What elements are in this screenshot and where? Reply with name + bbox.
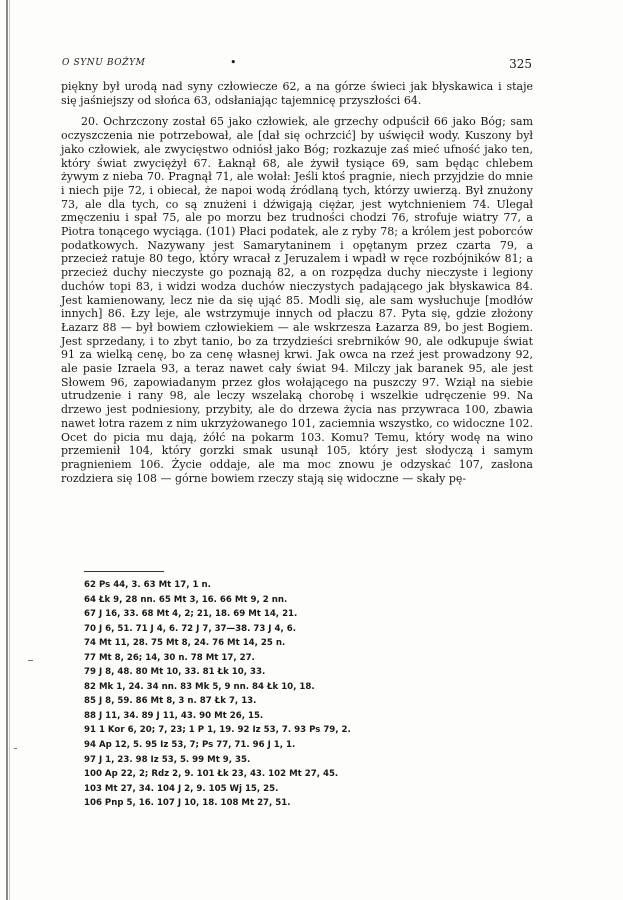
- header-dot: •: [230, 56, 237, 69]
- footnote-line: 85 J 8, 59. 86 Mt 8, 3 n. 87 Łk 7, 13.: [84, 696, 257, 707]
- scan-mark: [14, 748, 17, 749]
- footnote-line: 100 Ap 22, 2; Rdz 2, 9. 101 Łk 23, 43. 102 Mt 27, 45.: [84, 769, 339, 780]
- footnote-line: 88 J 11, 34. 89 J 11, 43. 90 Mt 26, 15.: [84, 710, 264, 721]
- footnote-line: 74 Mt 11, 28. 75 Mt 8, 24. 76 Mt 14, 25 n.: [84, 638, 286, 649]
- running-title: O SYNU BOŻYM: [62, 58, 146, 68]
- binding-edge-shadow: [9, 0, 10, 900]
- footnote-line: 91 1 Kor 6, 20; 7, 23; 1 P 1, 19. 92 Iz 53, 7. 93 Ps 79, 2.: [84, 725, 351, 736]
- footnote-line: 79 J 8, 48. 80 Mt 10, 33. 81 Łk 10, 33.: [84, 667, 266, 678]
- page-number: 325: [509, 57, 532, 71]
- footnote-line: 82 Mk 1, 24. 34 nn. 83 Mk 5, 9 nn. 84 Łk 10, 18.: [84, 681, 315, 692]
- scan-mark: [28, 660, 33, 661]
- paragraph-continuation: piękny był urodą nad syny człowiecze 62, a na górze świeci jak błyskawica i staje się jaśniejszy od słońca 63, odsłaniając tajemnicę przyszłości 64.: [61, 80, 533, 107]
- footnote-line: 77 Mt 8, 26; 14, 30 n. 78 Mt 17, 27.: [84, 652, 255, 663]
- footnote-line: 62 Ps 44, 3. 63 Mt 17, 1 n.: [84, 580, 211, 590]
- footnote-line: 67 J 16, 33. 68 Mt 4, 2; 21, 18. 69 Mt 14, 21.: [84, 609, 298, 620]
- footnotes: [84, 578, 504, 811]
- footnote-line: 103 Mt 27, 34. 104 J 2, 9. 105 Wj 15, 25.: [84, 783, 279, 794]
- page-header: [62, 58, 532, 74]
- paragraph-20: 20. Ochrzczony został 65 jako człowiek, ale grzechy odpuścił 66 jako Bóg; sam oczyszczenia nie potrzebował, ale [dał się ochrzcić] by uświęcił wody. Kuszony był jako człowiek, ale zwycięstwo odniósł jako Bóg; rozkazuje zaś mieć ufność jako ten, który świat zwyciężył 67. Łaknął 68, ale żywił tysiące 69, sam będąc chlebem żywym z nieba 70. Pragnął 71, ale wołał: Jeśli ktoś pragnie, niech przyjdzie do mnie i niech pije 72, i obiecał, że napoi wodą źródlaną tych, którzy uwierzą. Był znużony 73, ale dla tych, co są znużeni i dźwigają ciężar, jest wytchnieniem 74. Ulegał zmęczeniu i spał 75, ale po morzu bez trudności chodzi 76, strofuje wiatry 77, a Piotra tonącego wyciąga. (101) Płaci podatek, ale z ryby 78; a królem jest poborców podatkowych. Nazywany jest Samarytaninem i opętanym przez czarta 79, a przecież ratuje 80 tego, który wracał z Jeruzalem i wpadł w ręce rozbójników 81; a przecież duchy nieczyste go poznają 82, a on rozpędza duchy nieczyste i legiony duchów topi 83, i widzi wodza duchów nieczystych padającego jak błyskawica 84. Jest kamienowany, lecz nie da się ująć 85. Modli się, ale sam wysłuchuje [modłów innych] 86. Łzy leje, ale wstrzymuje innych od płaczu 87. Pyta się, gdzie złożony Łazarz 88 — był bowiem człowiekiem — ale wskrzesza Łazarza 89, bo jest Bogiem. Jest sprzedany, i to zbyt tanio, bo za trzydzieści srebrników 90, ale odkupuje świat 91 za wielką cenę, bo za cenę własnej krwi. Jak owca na rzeź jest prowadzony 92, ale pasie Izraela 93, a teraz nawet cały świat 94. Milczy jak baranek 95, ale jest Słowem 96, zapowiadanym przez głos wołającego na puszczy 97. Wziął na siebie utrudzenie i rany 98, ale leczy wszelaką chorobę i wszelkie udręczenie 99. Na drzewo jest podniesiony, przybity, ale do drzewa życia nas przywraca 100, zbawia nawet łotra razem z nim ukrzyżowanego 101, zaciemnia wszystko, co widoczne 102. Ocet do picia mu dają, żółć na pokarm 103. Komu? Temu, który wodę na wino przemienił 104, który gorzki smak usunął 105, który jest słodyczą i samym pragnieniem 106. Życie oddaje, ale ma moc znowu je odzyskać 107, zasłona rozdziera się 108 — górne bowiem rzeczy stają się widoczne — skały pę-: [61, 115, 533, 485]
- binding-edge: [6, 0, 8, 900]
- footnote-line: 70 J 6, 51. 71 J 4, 6. 72 J 7, 37—38. 73 J 4, 6.: [84, 623, 296, 634]
- footnote-line: 106 Pnp 5, 16. 107 J 10, 18. 108 Mt 27, 51.: [84, 798, 291, 809]
- footnote-line: 97 J 1, 23. 98 Iz 53, 5. 99 Mt 9, 35.: [84, 754, 251, 765]
- footnote-line: 94 Ap 12, 5. 95 Iz 53, 7; Ps 77, 71. 96 J 1, 1.: [84, 740, 296, 751]
- footnote-rule: [84, 571, 164, 572]
- main-text: [61, 80, 533, 485]
- footnote-line: 64 Łk 9, 28 nn. 65 Mt 3, 16. 66 Mt 9, 2 nn.: [84, 594, 288, 605]
